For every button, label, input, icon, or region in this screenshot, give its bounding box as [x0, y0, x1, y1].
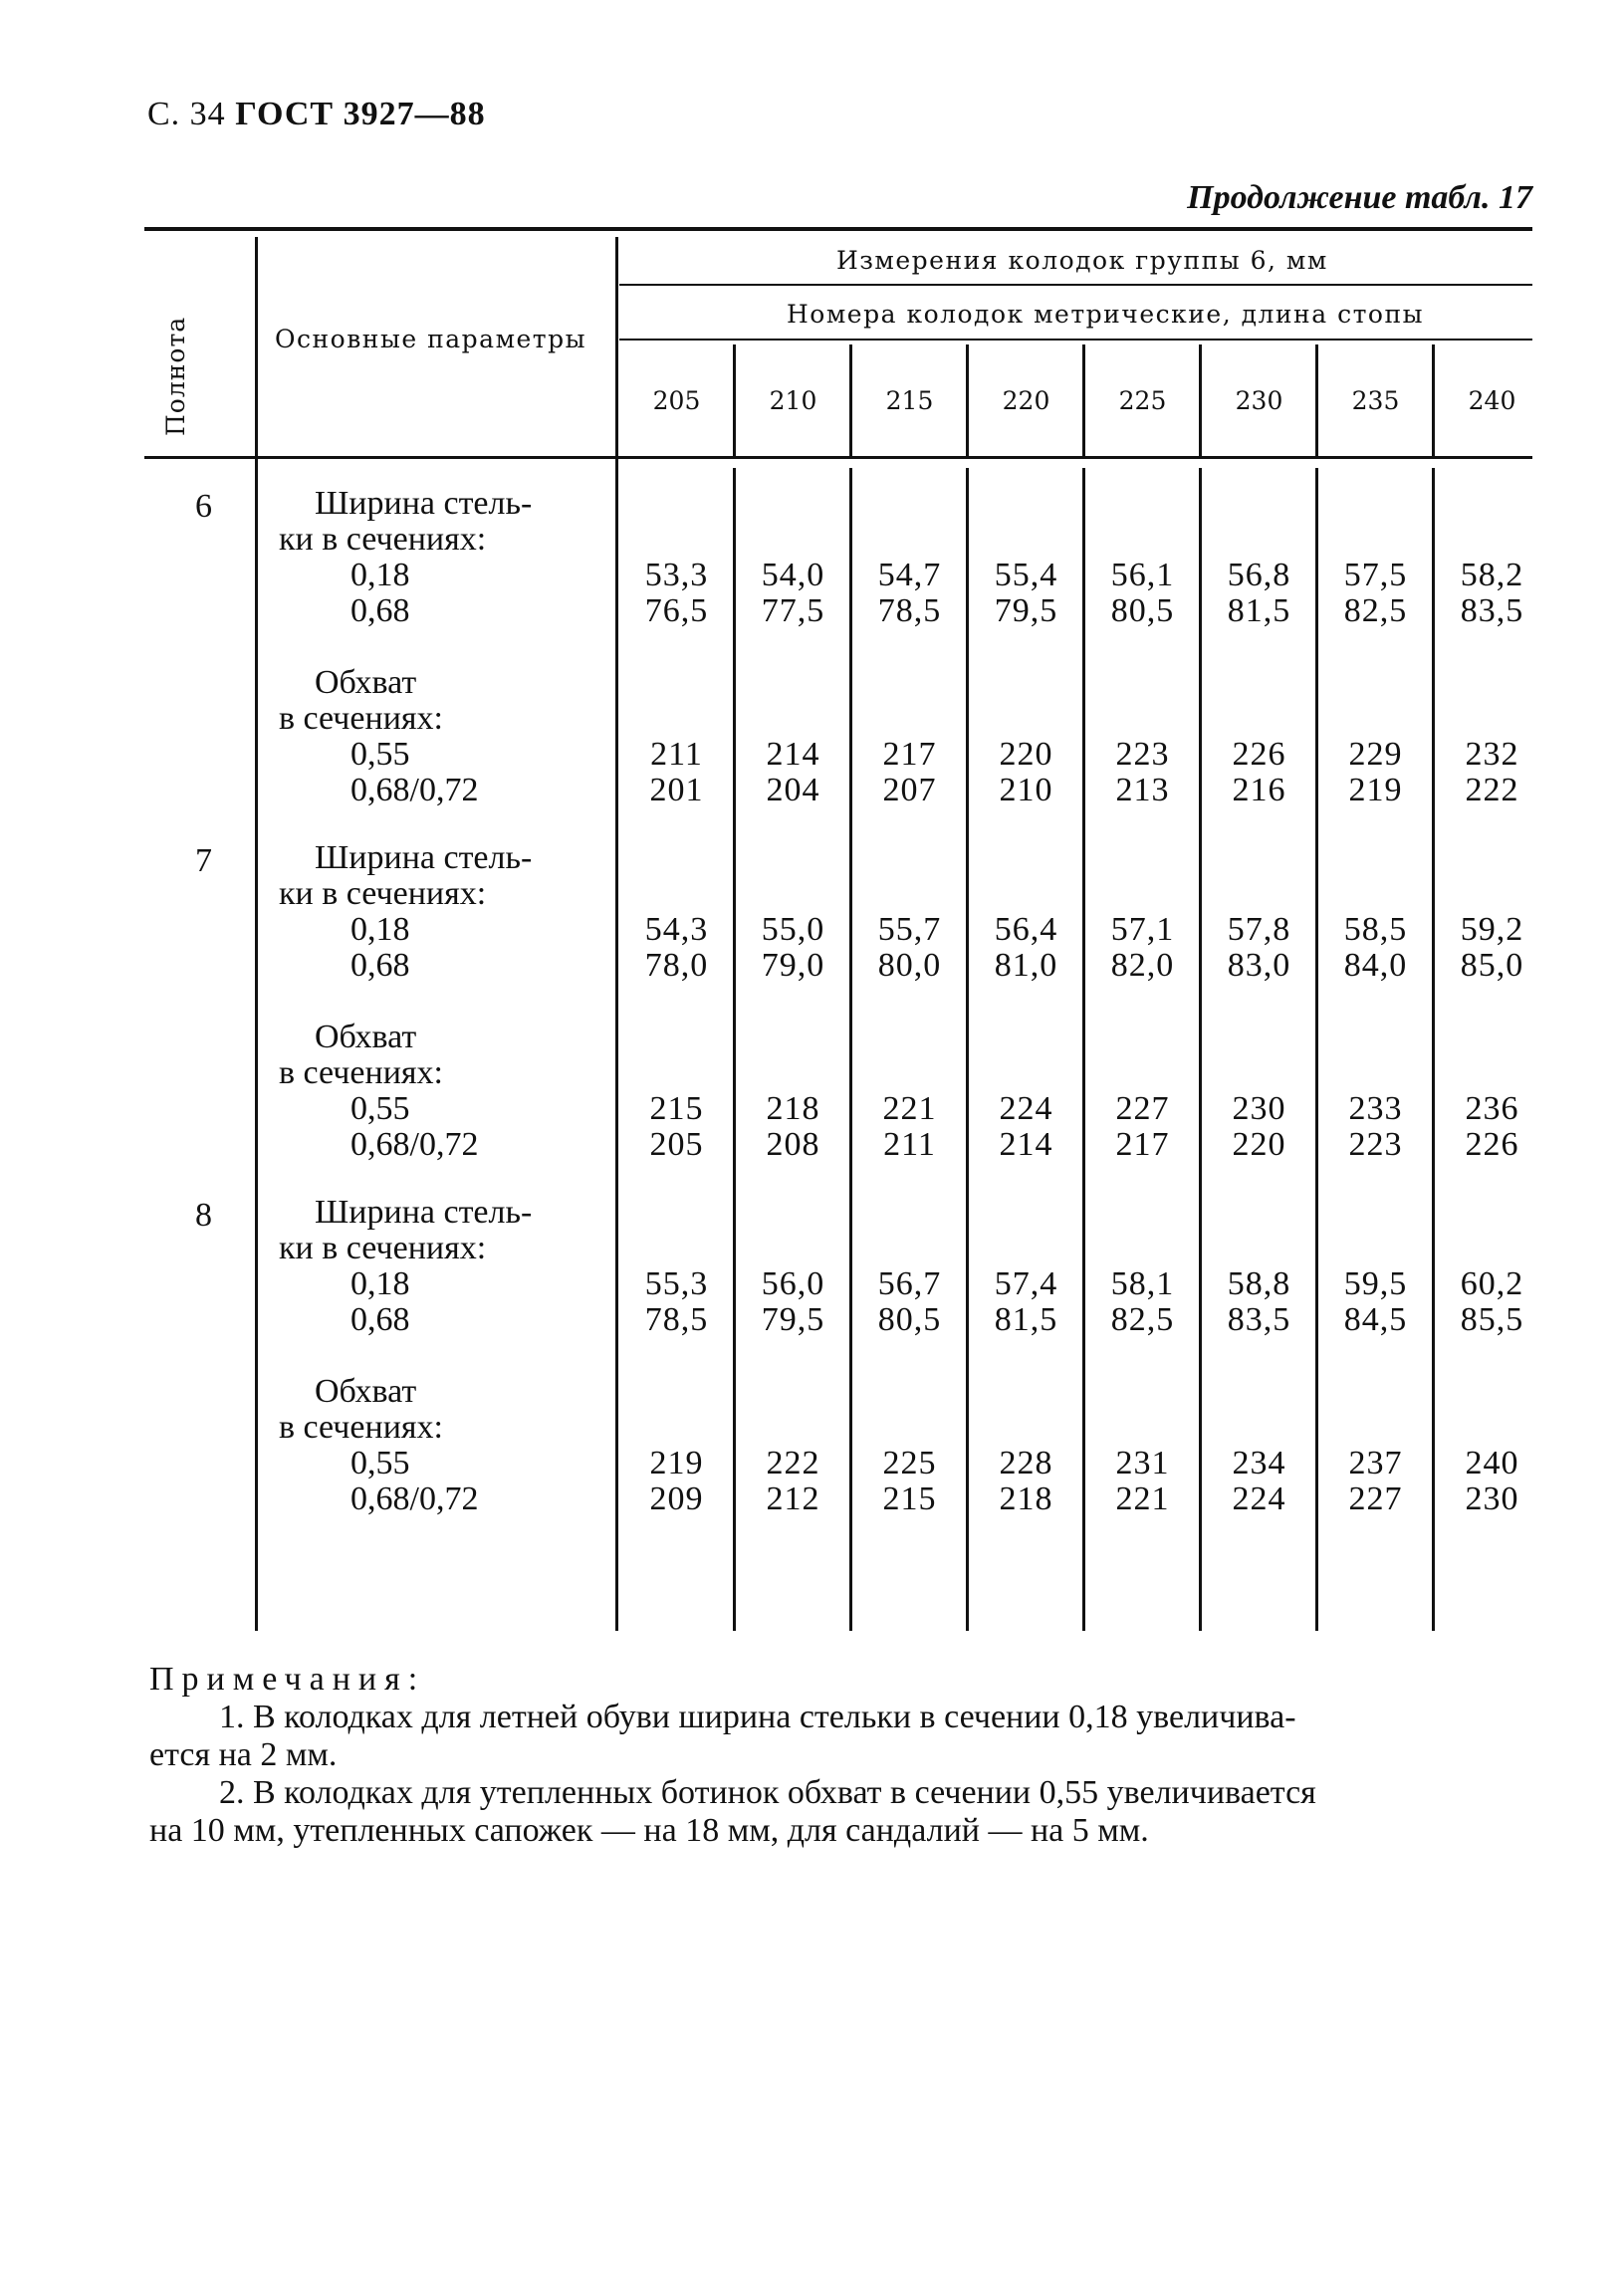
table-cell: 79,5 [761, 1301, 825, 1338]
page-header [147, 96, 486, 133]
table-cell: 84,5 [1343, 1301, 1408, 1338]
table-cell: 230 [1232, 1090, 1286, 1127]
table-cell: 54,3 [644, 911, 709, 948]
grid-line-size-header [1082, 344, 1085, 456]
insole-width-label: Ширина стель- [315, 839, 533, 876]
table-cell: 227 [1348, 1480, 1403, 1517]
girth-label: в сечениях: [279, 700, 443, 737]
insole-width-label: 0,18 [350, 911, 410, 948]
table-cell: 59,2 [1460, 911, 1524, 948]
size-header-cell: 220 [1002, 386, 1050, 415]
table-cell: 214 [999, 1126, 1053, 1163]
table-cell: 82,5 [1110, 1301, 1175, 1338]
table-cell: 58,2 [1460, 557, 1524, 593]
table-cell: 226 [1465, 1126, 1519, 1163]
table-cell: 209 [649, 1480, 704, 1517]
table-cell: 57,4 [994, 1265, 1058, 1302]
table-cell: 212 [766, 1480, 820, 1517]
table-cell: 228 [999, 1445, 1053, 1481]
table-cell: 223 [1115, 736, 1170, 773]
table-cell: 219 [1348, 772, 1403, 808]
grid-line-size-header [733, 344, 736, 456]
girth-label: Обхват [315, 664, 417, 701]
table-cell: 230 [1465, 1480, 1519, 1517]
table-cell: 231 [1115, 1445, 1170, 1481]
table-cell: 76,5 [644, 592, 709, 629]
table-cell: 205 [649, 1126, 704, 1163]
table-cell: 215 [649, 1090, 704, 1127]
table-cell: 78,0 [644, 947, 709, 984]
params-column-header: Основные параметры [275, 325, 587, 353]
table-cell: 237 [1348, 1445, 1403, 1481]
insole-width-label: Ширина стель- [315, 1194, 533, 1231]
group-header: Измерения колодок группы 6, мм [836, 246, 1328, 275]
insole-width-label: 0,68 [350, 1301, 410, 1338]
size-header-cell: 240 [1468, 386, 1516, 415]
table-cell: 220 [999, 736, 1053, 773]
girth-label: 0,68/0,72 [350, 772, 479, 808]
table-cell: 81,5 [1227, 592, 1291, 629]
girth-label: 0,55 [350, 1090, 410, 1127]
girth-label: Обхват [315, 1373, 417, 1410]
size-header-cell: 225 [1118, 386, 1167, 415]
table-cell: 56,1 [1110, 557, 1175, 593]
table-cell: 208 [766, 1126, 820, 1163]
table-cell: 58,5 [1343, 911, 1408, 948]
table-cell: 54,7 [877, 557, 942, 593]
table-cell: 219 [649, 1445, 704, 1481]
girth-label: 0,68/0,72 [350, 1126, 479, 1163]
girth-label: 0,68/0,72 [350, 1480, 479, 1517]
girth-label: в сечениях: [279, 1409, 443, 1446]
note-2-line-2: на 10 мм, утепленных сапожек — на 18 мм, для сандалий — на 5 мм. [149, 1812, 1149, 1849]
table-cell: 80,0 [877, 947, 942, 984]
table-cell: 217 [882, 736, 937, 773]
insole-width-label: 0,18 [350, 557, 410, 593]
grid-line-size-header [966, 344, 969, 456]
grid-line-size-header [849, 344, 852, 456]
table-cell: 222 [1465, 772, 1519, 808]
grid-line-size-header [1199, 344, 1202, 456]
table-cell: 60,2 [1460, 1265, 1524, 1302]
notes-block [149, 1661, 1316, 1850]
table-cell: 81,5 [994, 1301, 1058, 1338]
size-header-cell: 205 [652, 386, 701, 415]
girth-label: 0,55 [350, 736, 410, 773]
table-cell: 201 [649, 772, 704, 808]
table-cell: 58,1 [1110, 1265, 1175, 1302]
standard-title: ГОСТ 3927—88 [235, 96, 486, 132]
size-header-cell: 230 [1235, 386, 1283, 415]
girth-label: в сечениях: [279, 1054, 443, 1091]
table-cell: 211 [883, 1126, 936, 1163]
table-cell: 213 [1115, 772, 1170, 808]
table-cell: 229 [1348, 736, 1403, 773]
table-cell: 57,1 [1110, 911, 1175, 948]
subheader-rule [619, 339, 1532, 341]
insole-width-label: 0,18 [350, 1265, 410, 1302]
table-cell: 217 [1115, 1126, 1170, 1163]
table-cell: 77,5 [761, 592, 825, 629]
girth-label: 0,55 [350, 1445, 410, 1481]
table-cell: 85,0 [1460, 947, 1524, 984]
grid-line-fullness [255, 237, 258, 1631]
table-cell: 56,4 [994, 911, 1058, 948]
table-cell: 80,5 [1110, 592, 1175, 629]
table-cell: 232 [1465, 736, 1519, 773]
note-2-line-1: 2. В колодках для утепленных ботинок обхват в сечении 0,55 увеличивается [219, 1774, 1316, 1811]
table-cell: 83,0 [1227, 947, 1291, 984]
table-cell: 80,5 [877, 1301, 942, 1338]
insole-width-label: Ширина стель- [315, 485, 533, 522]
table-cell: 221 [1115, 1480, 1170, 1517]
table-cell: 79,0 [761, 947, 825, 984]
table-cell: 57,8 [1227, 911, 1291, 948]
table-cell: 79,5 [994, 592, 1058, 629]
insole-width-label: 0,68 [350, 947, 410, 984]
table-cell: 59,5 [1343, 1265, 1408, 1302]
table-cell: 85,5 [1460, 1301, 1524, 1338]
note-1-line-2: ется на 2 мм. [149, 1736, 338, 1773]
table-cell: 207 [882, 772, 937, 808]
table-cell: 223 [1348, 1126, 1403, 1163]
sizes-subheader: Номера колодок метрические, длина стопы [787, 300, 1425, 329]
table-cell: 78,5 [644, 1301, 709, 1338]
table-cell: 81,0 [994, 947, 1058, 984]
table-top-rule [144, 227, 1532, 231]
table-cell: 55,4 [994, 557, 1058, 593]
table-cell: 218 [766, 1090, 820, 1127]
table-cell: 226 [1232, 736, 1286, 773]
table-cell: 233 [1348, 1090, 1403, 1127]
table-cell: 56,7 [877, 1265, 942, 1302]
size-header-cell: 210 [769, 386, 817, 415]
note-1-line-1: 1. В колодках для летней обуви ширина стельки в сечении 0,18 увеличива- [219, 1699, 1296, 1735]
table-cell: 224 [999, 1090, 1053, 1127]
table-cell: 57,5 [1343, 557, 1408, 593]
fullness-column-header: Полнота [161, 316, 190, 436]
table-cell: 236 [1465, 1090, 1519, 1127]
table-cell: 225 [882, 1445, 937, 1481]
table-header-rule [144, 456, 1532, 459]
size-header-cell: 215 [885, 386, 934, 415]
table-cell: 54,0 [761, 557, 825, 593]
notes-title: Примечания: [149, 1661, 426, 1698]
table-cell: 56,0 [761, 1265, 825, 1302]
table-cell: 58,8 [1227, 1265, 1291, 1302]
table-cell: 240 [1465, 1445, 1519, 1481]
table-cell: 55,0 [761, 911, 825, 948]
table-cell: 55,7 [877, 911, 942, 948]
table-cell: 222 [766, 1445, 820, 1481]
table-cell: 83,5 [1460, 592, 1524, 629]
grid-line-params [615, 237, 618, 1631]
table-cell: 216 [1232, 772, 1286, 808]
table-cell: 214 [766, 736, 820, 773]
insole-width-label: 0,68 [350, 592, 410, 629]
table-cell: 84,0 [1343, 947, 1408, 984]
fullness-value: 8 [195, 1197, 212, 1234]
table-cell: 204 [766, 772, 820, 808]
insole-width-label: ки в сечениях: [279, 521, 487, 558]
table-cell: 210 [999, 772, 1053, 808]
fullness-value: 7 [195, 842, 212, 879]
table-cell: 215 [882, 1480, 937, 1517]
table-cell: 224 [1232, 1480, 1286, 1517]
table-cell: 83,5 [1227, 1301, 1291, 1338]
table-cell: 53,3 [644, 557, 709, 593]
insole-width-label: ки в сечениях: [279, 1230, 487, 1266]
group-header-rule [619, 284, 1532, 286]
table-cell: 227 [1115, 1090, 1170, 1127]
table-cell: 220 [1232, 1126, 1286, 1163]
table-cell: 82,5 [1343, 592, 1408, 629]
girth-label: Обхват [315, 1019, 417, 1055]
table-cell: 55,3 [644, 1265, 709, 1302]
table-cell: 82,0 [1110, 947, 1175, 984]
table-cell: 221 [882, 1090, 937, 1127]
insole-width-label: ки в сечениях: [279, 875, 487, 912]
fullness-value: 6 [195, 488, 212, 525]
table-continuation-caption: Продолжение табл. 17 [1187, 179, 1532, 216]
table-cell: 218 [999, 1480, 1053, 1517]
page-number: С. 34 [147, 96, 226, 132]
table-cell: 211 [650, 736, 703, 773]
table-cell: 234 [1232, 1445, 1286, 1481]
grid-line-size-header [1432, 344, 1435, 456]
table-cell: 56,8 [1227, 557, 1291, 593]
size-header-cell: 235 [1351, 386, 1400, 415]
table-cell: 78,5 [877, 592, 942, 629]
grid-line-size-header [1315, 344, 1318, 456]
